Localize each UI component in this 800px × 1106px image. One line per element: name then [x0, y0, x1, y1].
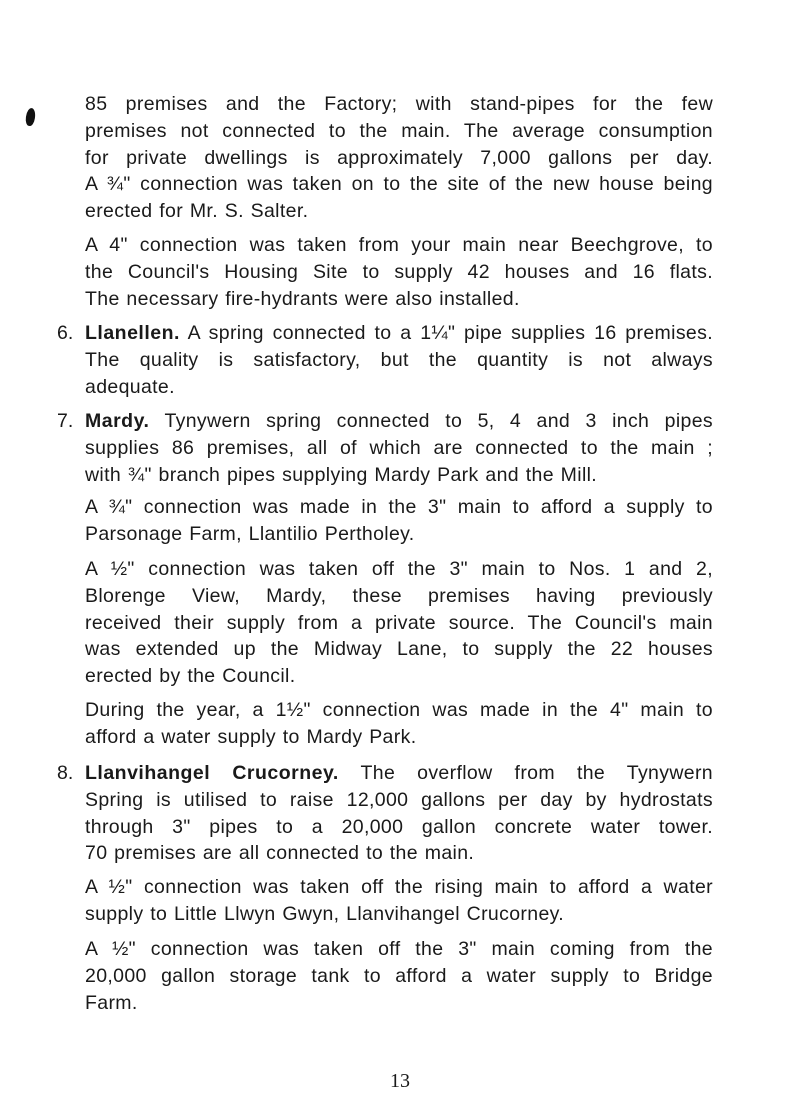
section-number-6: 6.: [57, 322, 74, 344]
text-line: 85 premises and the Factory; with stand-pipes for the few: [85, 93, 713, 115]
text-line: A spring connected to a 1¼" pipe supplies 16 premises.: [179, 322, 713, 344]
text-line: A ½" connection was taken off the rising main to afford a water: [85, 876, 713, 898]
text-line: supply to Little Llwyn Gwyn, Llanvihangel Crucorney.: [85, 902, 565, 925]
section-llanvihangel-crucorney: [85, 760, 713, 867]
text-line: A ½" connection was taken off the 3" main to Nos. 1 and 2,: [85, 558, 713, 580]
text-line: premises not connected to the main. The average consumption: [85, 119, 713, 142]
text-line: was extended up the Midway Lane, to supply the 22 houses: [85, 638, 713, 661]
section-mardy: [85, 408, 713, 488]
text-line: Blorenge View, Mardy, these premises having previously: [85, 584, 713, 607]
text-line: adequate.: [85, 375, 175, 398]
text-line: erected by the Council.: [85, 665, 296, 688]
text-line: afford a water supply to Mardy Park.: [85, 725, 417, 748]
section-heading-llanvihangel: Llanvihangel Crucorney.: [85, 762, 339, 784]
text-line: Farm.: [85, 991, 138, 1014]
section-heading-llanellen: Llanellen.: [85, 322, 180, 344]
paragraph-little-llwyn-gwyn: [85, 874, 713, 928]
section-number-8: 8.: [57, 762, 74, 784]
text-line: 70 premises are all connected to the main.: [85, 842, 475, 865]
text-line: The quality is satisfactory, but the quantity is not always: [85, 348, 713, 371]
page-number: 13: [390, 1070, 410, 1092]
text-line: the Council's Housing Site to supply 42 houses and 16 flats.: [85, 260, 713, 283]
paragraph-parsonage-farm: [85, 494, 713, 548]
text-line: through 3" pipes to a 20,000 gallon concrete water tower.: [85, 815, 713, 838]
section-heading-mardy: Mardy.: [85, 410, 150, 432]
text-line: Tynywern spring connected to 5, 4 and 3 inch pipes: [149, 410, 713, 432]
paragraph-bridge-farm: [85, 936, 713, 1016]
text-line: with ¾" branch pipes supplying Mardy Park and the Mill.: [85, 463, 598, 486]
text-line: The overflow from the Tynywern: [338, 762, 714, 784]
section-number-7: 7.: [57, 410, 74, 432]
paragraph-blorenge-view: [85, 556, 713, 690]
paragraph-continuation: [85, 91, 713, 225]
text-line: During the year, a 1½" connection was made in the 4" main to: [85, 699, 713, 721]
ink-blot-mark: [25, 107, 36, 126]
text-line: A ½" connection was taken off the 3" main coming from the: [85, 938, 713, 960]
text-line: erected for Mr. S. Salter.: [85, 200, 309, 223]
text-line: A 4" connection was taken from your main near Beechgrove, to: [85, 234, 713, 256]
text-line: A ¾" connection was taken on to the site of the new house being: [85, 173, 713, 196]
text-line: Parsonage Farm, Llantilio Pertholey.: [85, 522, 415, 545]
text-line: A ¾" connection was made in the 3" main to afford a supply to: [85, 496, 713, 518]
text-line: received their supply from a private source. The Council's main: [85, 611, 713, 634]
text-line: Spring is utilised to raise 12,000 gallons per day by hydrostats: [85, 788, 713, 811]
paragraph-beechgrove: [85, 232, 713, 312]
text-line: The necessary fire-hydrants were also installed.: [85, 287, 520, 310]
text-line: 20,000 gallon storage tank to afford a water supply to Bridge: [85, 964, 713, 987]
section-llanellen: [85, 320, 713, 400]
text-line: for private dwellings is approximately 7,000 gallons per day.: [85, 146, 713, 169]
paragraph-mardy-park: [85, 697, 713, 751]
text-line: supplies 86 premises, all of which are connected to the main ;: [85, 436, 713, 459]
